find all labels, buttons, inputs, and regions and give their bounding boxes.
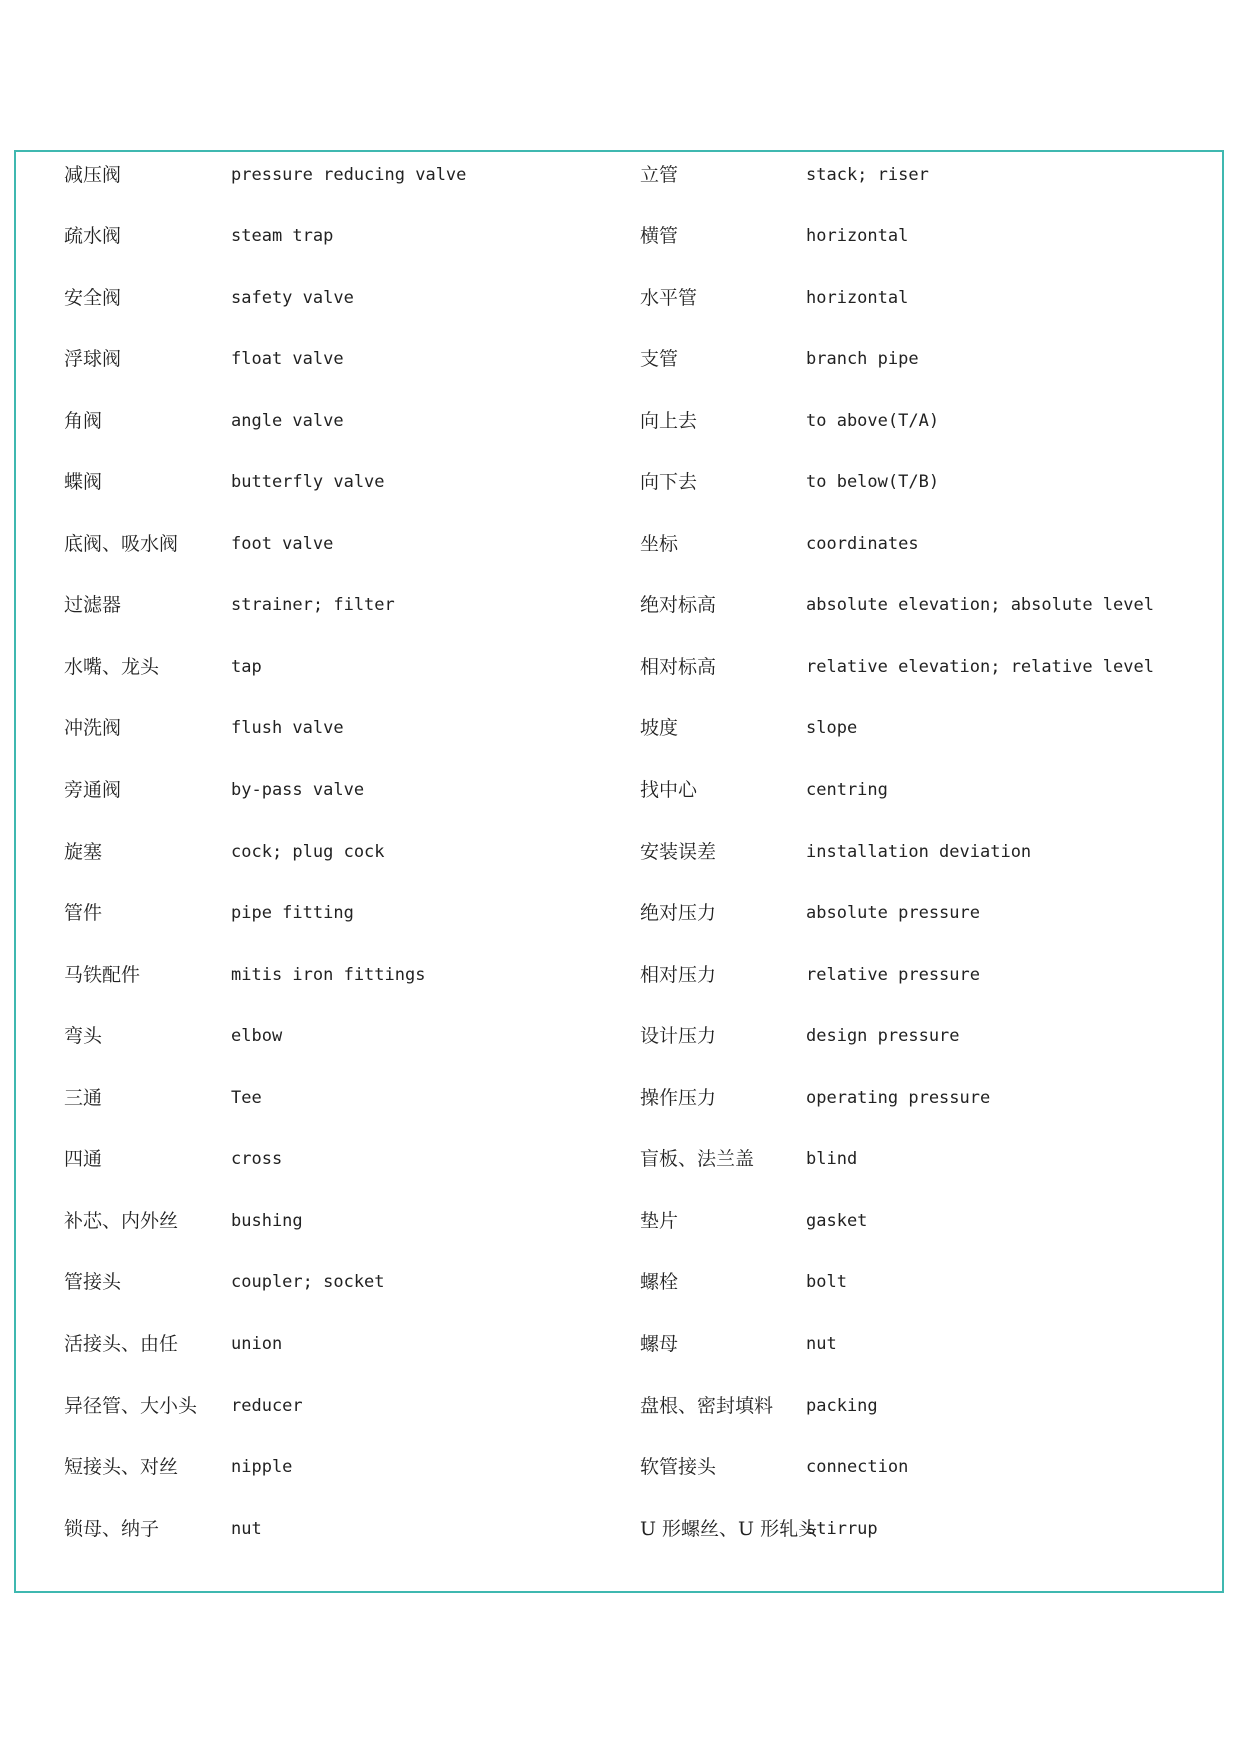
table-row	[16, 405, 1222, 437]
term-zh-left: 马铁配件	[64, 964, 141, 986]
table-row	[16, 1020, 1222, 1052]
term-en-right: branch pipe	[806, 349, 919, 369]
term-en-left: steam trap	[231, 226, 334, 246]
term-en-right: design pressure	[806, 1026, 960, 1046]
term-zh-right: 绝对压力	[640, 902, 717, 924]
term-en-right: to above(T/A)	[806, 411, 940, 431]
term-zh-left: 底阀、吸水阀	[64, 533, 179, 555]
table-row	[16, 1328, 1222, 1360]
table-row	[16, 836, 1222, 868]
term-en-right: connection	[806, 1457, 909, 1477]
term-zh-right: 盲板、法兰盖	[640, 1148, 755, 1170]
term-en-left: pipe fitting	[231, 903, 354, 923]
table-row	[16, 1451, 1222, 1483]
term-zh-right: 向上去	[640, 410, 698, 432]
term-zh-left: 角阀	[64, 410, 103, 432]
term-zh-left: 旁通阀	[64, 779, 122, 801]
term-zh-right: 垫片	[640, 1210, 679, 1232]
table-row	[16, 589, 1222, 621]
term-zh-left: 四通	[64, 1148, 103, 1170]
table-row	[16, 466, 1222, 498]
table-row	[16, 159, 1222, 191]
term-en-right: horizontal	[806, 226, 909, 246]
term-en-left: foot valve	[231, 534, 334, 554]
glossary-table	[14, 150, 1224, 1593]
term-zh-right: 相对压力	[640, 964, 717, 986]
term-en-right: stack; riser	[806, 165, 929, 185]
term-zh-right: 绝对标高	[640, 594, 717, 616]
term-zh-right: 操作压力	[640, 1087, 717, 1109]
table-row	[16, 712, 1222, 744]
term-en-left: tap	[231, 657, 262, 677]
term-zh-left: 减压阀	[64, 164, 122, 186]
term-zh-right: 横管	[640, 225, 679, 247]
term-zh-left: 安全阀	[64, 287, 122, 309]
table-row	[16, 343, 1222, 375]
term-en-right: relative elevation; relative level	[806, 657, 1154, 677]
term-en-left: reducer	[231, 1396, 303, 1416]
term-zh-left: 弯头	[64, 1025, 103, 1047]
term-zh-right: U 形螺丝、U 形轧头	[640, 1518, 818, 1540]
term-en-right: absolute pressure	[806, 903, 980, 923]
term-en-left: nipple	[231, 1457, 293, 1477]
table-row	[16, 528, 1222, 560]
term-en-left: strainer; filter	[231, 595, 395, 615]
term-zh-right: 找中心	[640, 779, 698, 801]
term-en-left: float valve	[231, 349, 344, 369]
term-en-left: cross	[231, 1149, 283, 1169]
table-row	[16, 282, 1222, 314]
term-zh-right: 螺母	[640, 1333, 679, 1355]
term-en-right: blind	[806, 1149, 858, 1169]
term-zh-left: 三通	[64, 1087, 103, 1109]
term-zh-right: 相对标高	[640, 656, 717, 678]
term-zh-right: 安装误差	[640, 841, 717, 863]
term-zh-left: 冲洗阀	[64, 717, 122, 739]
table-row	[16, 1513, 1222, 1545]
term-zh-left: 活接头、由任	[64, 1333, 179, 1355]
term-zh-right: 水平管	[640, 287, 698, 309]
table-row	[16, 1266, 1222, 1298]
term-en-right: relative pressure	[806, 965, 980, 985]
table-row	[16, 1143, 1222, 1175]
term-en-left: elbow	[231, 1026, 283, 1046]
term-en-right: gasket	[806, 1211, 868, 1231]
term-en-right: packing	[806, 1396, 878, 1416]
term-en-left: coupler; socket	[231, 1272, 385, 1292]
term-en-right: stirrup	[806, 1519, 878, 1539]
term-zh-right: 坡度	[640, 717, 679, 739]
term-zh-right: 螺栓	[640, 1271, 679, 1293]
term-en-left: cock; plug cock	[231, 842, 385, 862]
term-zh-left: 管件	[64, 902, 103, 924]
term-en-right: to below(T/B)	[806, 472, 940, 492]
term-zh-right: 软管接头	[640, 1456, 717, 1478]
table-row	[16, 959, 1222, 991]
term-zh-right: 坐标	[640, 533, 679, 555]
term-en-right: bolt	[806, 1272, 847, 1292]
term-zh-left: 短接头、对丝	[64, 1456, 179, 1478]
term-zh-right: 支管	[640, 348, 679, 370]
term-en-right: installation deviation	[806, 842, 1032, 862]
term-en-right: slope	[806, 718, 858, 738]
term-zh-left: 过滤器	[64, 594, 122, 616]
term-zh-right: 盘根、密封填料	[640, 1395, 774, 1417]
term-en-left: flush valve	[231, 718, 344, 738]
term-zh-left: 异径管、大小头	[64, 1395, 198, 1417]
term-en-left: butterfly valve	[231, 472, 385, 492]
table-row	[16, 897, 1222, 929]
term-zh-left: 水嘴、龙头	[64, 656, 160, 678]
table-row	[16, 1390, 1222, 1422]
term-en-left: mitis iron fittings	[231, 965, 426, 985]
term-zh-left: 疏水阀	[64, 225, 122, 247]
table-row	[16, 220, 1222, 252]
table-row	[16, 1082, 1222, 1114]
term-zh-left: 补芯、内外丝	[64, 1210, 179, 1232]
term-zh-right: 向下去	[640, 471, 698, 493]
term-zh-left: 蝶阀	[64, 471, 103, 493]
term-en-right: centring	[806, 780, 888, 800]
table-row	[16, 651, 1222, 683]
term-zh-left: 旋塞	[64, 841, 103, 863]
term-en-right: coordinates	[806, 534, 919, 554]
term-en-left: union	[231, 1334, 283, 1354]
term-en-left: bushing	[231, 1211, 303, 1231]
term-en-right: nut	[806, 1334, 837, 1354]
table-row	[16, 1205, 1222, 1237]
term-zh-left: 锁母、纳子	[64, 1518, 160, 1540]
term-en-left: pressure reducing valve	[231, 165, 467, 185]
term-en-right: operating pressure	[806, 1088, 991, 1108]
term-zh-left: 浮球阀	[64, 348, 122, 370]
term-en-left: safety valve	[231, 288, 354, 308]
term-en-right: horizontal	[806, 288, 909, 308]
term-zh-right: 设计压力	[640, 1025, 717, 1047]
term-zh-left: 管接头	[64, 1271, 122, 1293]
term-en-left: by-pass valve	[231, 780, 365, 800]
term-en-left: angle valve	[231, 411, 344, 431]
table-row	[16, 774, 1222, 806]
term-en-left: Tee	[231, 1088, 262, 1108]
term-zh-right: 立管	[640, 164, 679, 186]
term-en-right: absolute elevation; absolute level	[806, 595, 1154, 615]
term-en-left: nut	[231, 1519, 262, 1539]
